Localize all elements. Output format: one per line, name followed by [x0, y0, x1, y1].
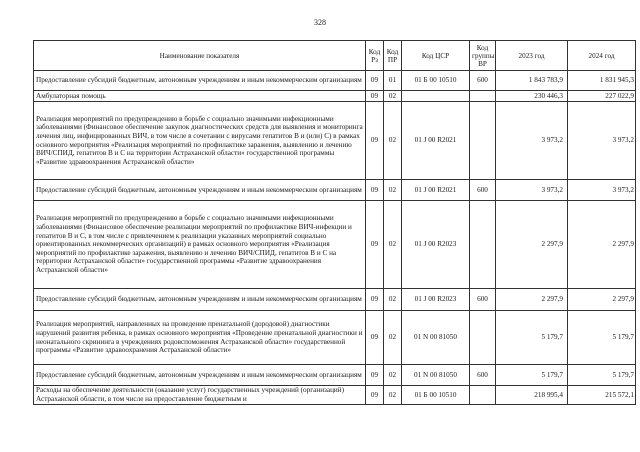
row-rz: 09	[366, 365, 384, 386]
row-csr: 01 N 00 81050	[402, 311, 470, 365]
table-row	[34, 71, 636, 91]
row-2024: 227 022,9	[568, 91, 636, 102]
table-row	[34, 102, 636, 180]
row-2023: 2 297,9	[496, 289, 568, 311]
table-header-row	[34, 41, 636, 71]
row-pr: 01	[384, 71, 402, 91]
row-name: Предоставление субсидий бюджетным, автономным учреждениям и иным некоммерческим организациям	[34, 71, 366, 91]
row-vr: 600	[470, 365, 496, 386]
row-2023: 2 297,9	[496, 201, 568, 289]
row-name: Предоставление субсидий бюджетным, автономным учреждениям и иным некоммерческим организациям	[34, 180, 366, 201]
row-rz: 09	[366, 71, 384, 91]
row-pr: 02	[384, 91, 402, 102]
row-2024: 3 973,2	[568, 180, 636, 201]
row-rz: 09	[366, 102, 384, 180]
table-row	[34, 201, 636, 289]
row-name: Амбулаторная помощь	[34, 91, 366, 102]
row-pr: 02	[384, 201, 402, 289]
row-rz: 09	[366, 180, 384, 201]
row-2023: 3 973,2	[496, 180, 568, 201]
row-vr	[470, 91, 496, 102]
row-name: Расходы на обеспечение деятельности (оказание услуг) государственных учреждений (организаций) Астраханской области, в том числе на предоставление бюджетным и	[34, 386, 366, 405]
row-name: Предоставление субсидий бюджетным, автономным учреждениям и иным некоммерческим организациям	[34, 289, 366, 311]
row-vr: 600	[470, 289, 496, 311]
row-name: Реализация мероприятий по предупреждению в борьбе с социально значимыми инфекционными заболеваниями (Финансовое обеспечение реализации мероприятий по профилактике ВИЧ-инфекции и гепатитов В и С, в том числе с привлечением к реализации указанных мероприятий социально ориентированных некоммерческих организаций) в рамках основного мероприятия «Реализация мероприятий по профилактике заражения, выявлению и лечению ВИЧ/СПИД, гепатитов В и С на территории Астраханской области» государственной программы «Развитие здравоохранения Астраханской области»	[34, 201, 366, 289]
row-2024: 2 297,9	[568, 289, 636, 311]
row-2023: 230 446,3	[496, 91, 568, 102]
table-row	[34, 180, 636, 201]
row-2023: 1 843 783,9	[496, 71, 568, 91]
row-rz: 09	[366, 201, 384, 289]
row-vr	[470, 201, 496, 289]
row-rz: 09	[366, 311, 384, 365]
row-pr: 02	[384, 365, 402, 386]
row-2023: 5 179,7	[496, 365, 568, 386]
row-vr: 600	[470, 71, 496, 91]
row-csr: 01 J 00 R2023	[402, 201, 470, 289]
row-pr: 02	[384, 311, 402, 365]
row-csr: 01 N 00 81050	[402, 365, 470, 386]
header-rz: Код Рз	[366, 41, 384, 71]
row-vr	[470, 102, 496, 180]
row-pr: 02	[384, 102, 402, 180]
page-number: 328	[314, 18, 326, 27]
row-pr: 02	[384, 289, 402, 311]
header-name: Наименование показателя	[34, 41, 366, 71]
row-name: Предоставление субсидий бюджетным, автономным учреждениям и иным некоммерческим организациям	[34, 365, 366, 386]
table-row	[34, 289, 636, 311]
row-2023: 218 995,4	[496, 386, 568, 405]
table-row	[34, 386, 636, 405]
table-row	[34, 91, 636, 102]
row-csr: 01 Б 00 10510	[402, 71, 470, 91]
row-csr	[402, 91, 470, 102]
row-name: Реализация мероприятий по предупреждению в борьбе с социально значимыми инфекционными заболеваниями (Финансовое обеспечение закупок диагностических средств для выявления и мониторинга лечения лиц, инфицированных ВИЧ, в том числе в сочетании с вирусами гепатитов В и (или) С) в рамках основного мероприятия «Реализация мероприятий по профилактике заражения, выявлению и лечению ВИЧ/СПИД, гепатитов В и С на территории Астраханской области» государственной программы «Развитие здравоохранения Астраханской области»	[34, 102, 366, 180]
row-csr: 01 J 00 R2023	[402, 289, 470, 311]
header-pr: Код ПР	[384, 41, 402, 71]
row-csr: 01 J 00 R2021	[402, 102, 470, 180]
header-csr: Код ЦСР	[402, 41, 470, 71]
row-csr: 01 J 00 R2021	[402, 180, 470, 201]
row-2023: 5 179,7	[496, 311, 568, 365]
row-rz: 09	[366, 386, 384, 405]
row-2023: 3 973,2	[496, 102, 568, 180]
budget-table	[33, 40, 636, 405]
table-row	[34, 365, 636, 386]
row-2024: 3 973,2	[568, 102, 636, 180]
row-vr	[470, 386, 496, 405]
row-2024: 215 572,1	[568, 386, 636, 405]
table-row	[34, 311, 636, 365]
row-rz: 09	[366, 289, 384, 311]
row-csr: 01 Б 00 10510	[402, 386, 470, 405]
row-2024: 5 179,7	[568, 365, 636, 386]
header-vr: Код группы ВР	[470, 41, 496, 71]
row-name: Реализация мероприятий, направленных на проведение пренатальной (дородовой) диагностики нарушений развития ребенка, в рамках основного мероприятия «Проведение пренатальной диагностики и неонатального скрининга в учреждениях родовспоможения Астраханской области» государственной программы «Развитие здравоохранения Астраханской области»	[34, 311, 366, 365]
row-vr: 600	[470, 180, 496, 201]
row-vr	[470, 311, 496, 365]
row-pr: 02	[384, 180, 402, 201]
row-2024: 5 179,7	[568, 311, 636, 365]
row-2024: 2 297,9	[568, 201, 636, 289]
header-2024: 2024 год	[568, 41, 636, 71]
row-2024: 1 831 945,3	[568, 71, 636, 91]
row-rz: 09	[366, 91, 384, 102]
row-pr: 02	[384, 386, 402, 405]
header-2023: 2023 год	[496, 41, 568, 71]
